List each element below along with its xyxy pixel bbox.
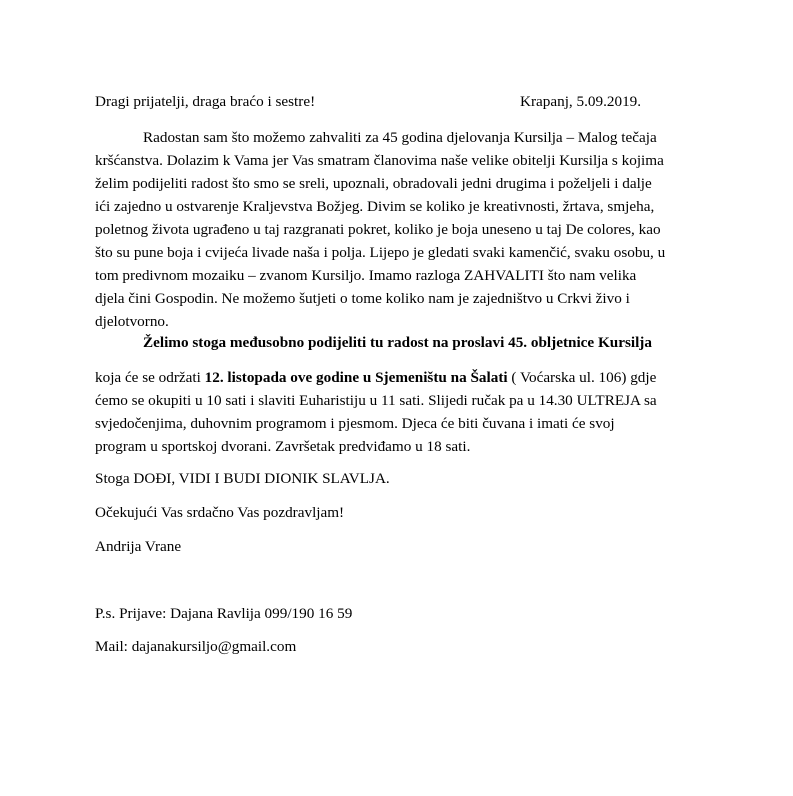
event-heading: Želimo stoga međusobno podijeliti tu radost na proslavi 45. obljetnice Kursilja <box>143 334 652 351</box>
place-date: Krapanj, 5.09.2019. <box>520 93 642 110</box>
paragraph-line <box>95 369 656 387</box>
closing: Očekujući Vas srdačno Vas pozdravljam! <box>95 504 345 521</box>
paragraph-line: kršćanstva. Dolazim k Vama jer Vas smatram članovima naše velike obitelji Kursilja s kojima <box>95 152 664 169</box>
paragraph-line: što su pune boja i cvijeća livade naša i polja. Lijepo je gledati svaki kamenčić, svaku osobu, u <box>95 244 666 261</box>
paragraph-line: program u sportskoj dvorani. Završetak predviđamo u 18 sati. <box>95 438 471 455</box>
paragraph-line: djelotvorno. <box>95 313 169 330</box>
paragraph-line: svjedočenjima, duhovnim programom i pjesmom. Djeca će biti čuvana i imati će svoj <box>95 415 615 432</box>
call-to-action: Stoga DOĐI, VIDI I BUDI DIONIK SLAVLJA. <box>95 470 390 487</box>
paragraph-line: tom predivnom mozaiku – zvanom Kursiljo. Imamo razloga ZAHVALITI što nam velika <box>95 267 637 284</box>
salutation: Dragi prijatelji, draga braćo i sestre! <box>95 93 316 110</box>
paragraph-line: poletnog života ugrađeno u taj razgranati pokret, koliko je boja uneseno u taj De colores, kao <box>95 221 661 238</box>
event-date-location: 12. listopada ove godine u Sjemeništu na Šalati <box>204 369 508 386</box>
text-prefix: koja će se održati <box>95 369 205 386</box>
ps-registration: P.s. Prijave: Dajana Ravlija 099/190 16 59 <box>95 605 353 622</box>
paragraph-line: ići zajedno u ostvarenje Kraljevstva Božjeg. Divim se koliko je kreativnosti, žrtava, smjeha, <box>95 198 655 215</box>
text-suffix: ( Voćarska ul. 106) gdje <box>507 369 657 386</box>
paragraph-line: ćemo se okupiti u 10 sati i slaviti Euharistiju u 11 sati. Slijedi ručak pa u 14.30 ULTREJA sa <box>95 392 657 409</box>
paragraph-line: djela čini Gospodin. Ne možemo šutjeti o tome koliko nam je zajedništvo u Crkvi živo i <box>95 290 630 307</box>
mail-line: Mail: dajanakursiljo@gmail.com <box>95 638 297 655</box>
paragraph-line: želim podijeliti radost što smo se sreli, upoznali, obradovali jedni drugima i poželjeli i dalje <box>95 175 652 192</box>
paragraph-line: Radostan sam što možemo zahvaliti za 45 godina djelovanja Kursilja – Malog tečaja <box>143 129 657 146</box>
signature: Andrija Vrane <box>95 538 182 555</box>
